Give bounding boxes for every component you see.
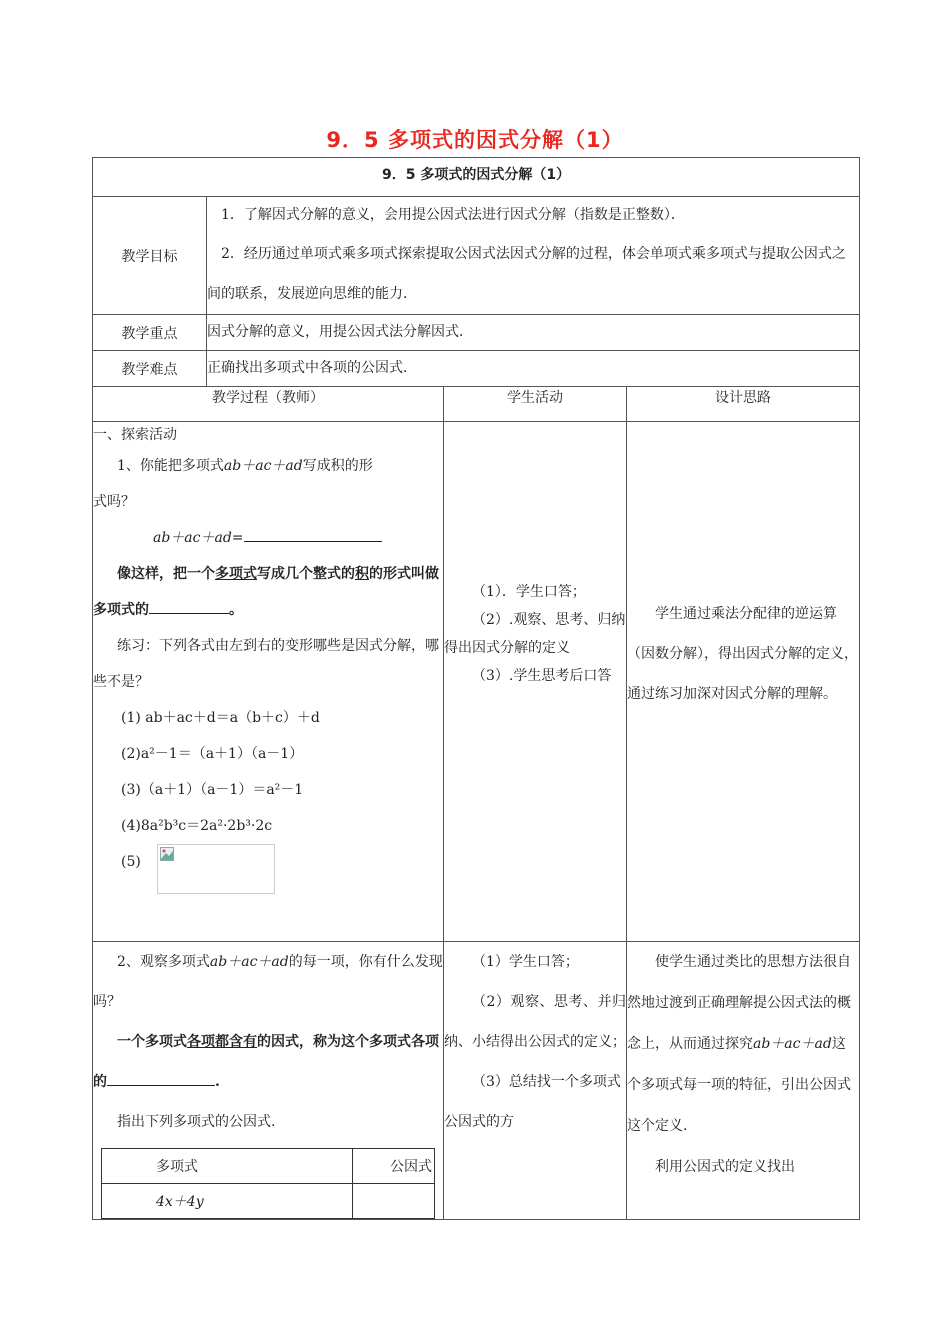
- inner-cell-common-factor[interactable]: [353, 1184, 435, 1219]
- practice-item-1: (1) ab＋ac＋d＝a（b＋c）＋d: [121, 710, 320, 726]
- inner-cell-polynomial: 4x＋4y: [102, 1184, 353, 1219]
- design-text-2-cont: 利用公因式的定义找出: [655, 1159, 795, 1175]
- question-1-cont: 式吗？: [93, 494, 135, 510]
- practice-item-2: (2)a²－1＝（a＋1）（a－1）: [121, 746, 304, 762]
- goals-content: [207, 197, 860, 315]
- column-teacher-process: 教学过程（教师）: [93, 387, 444, 422]
- table-header: 9．5 多项式的因式分解（1）: [93, 158, 860, 197]
- teacher-process-1: [93, 422, 444, 942]
- practice-item-4: (4)8a²b³c＝2a²·2b³·2c: [121, 818, 273, 834]
- student-step-2: （2）.观察、思考、归纳得出因式分解的定义: [444, 612, 626, 656]
- student-activity-1: [444, 422, 627, 942]
- column-design-idea: 设计思路: [627, 387, 860, 422]
- document-title: 9．5 多项式的因式分解（1）: [326, 128, 624, 152]
- goals-label: 教学目标: [93, 197, 207, 315]
- practice-prompt: 练习：下列各式由左到右的变形哪些是因式分解，哪些不是？: [93, 638, 439, 690]
- definition-factorization: 像这样，把一个多项式写成几个整式的积的形式叫做多项式的 。: [93, 566, 439, 618]
- student-step-2-3: （3）总结找一个多项式公因式的方: [444, 1074, 621, 1130]
- design-text-1: 学生通过乘法分配律的逆运算（因数分解），得出因式分解的定义，通过练习加深对因式分解的理解。: [627, 606, 858, 702]
- equation-blank: ab＋ac＋ad=: [93, 520, 443, 556]
- column-student-activity: 学生活动: [444, 387, 627, 422]
- practice-item-5: (5): [93, 844, 443, 894]
- student-activity-2: [444, 942, 627, 1220]
- key-point-text: 因式分解的意义，用提公因式法分解因式．: [207, 315, 860, 351]
- design-idea-2: [627, 942, 860, 1220]
- broken-image-icon: [157, 844, 275, 894]
- inner-header-common-factor: 公因式: [353, 1149, 435, 1184]
- section-heading: 一、探索活动: [93, 427, 177, 443]
- difficulty-text: 正确找出多项式中各项的公因式．: [207, 351, 860, 387]
- design-text-2: 使学生通过类比的思想方法很自然地过渡到正确理解提公因式法的概念上，从而通过探究ab＋ac＋ad这个多项式每一项的特征，引出公因式这个定义.: [627, 954, 851, 1134]
- student-step-2-1: （1）学生口答；: [472, 954, 579, 970]
- teacher-process-2: [93, 942, 444, 1220]
- question-1: 1、你能把多项式ab＋ac＋ad写成积的形: [117, 458, 373, 474]
- common-factor-table: [101, 1148, 435, 1219]
- question-2: 2、观察多项式ab＋ac＋ad的每一项，你有什么发现吗？: [93, 954, 443, 1010]
- student-step-1: （1）．学生口答；: [472, 584, 586, 600]
- key-point-label: 教学重点: [93, 315, 207, 351]
- difficulty-label: 教学难点: [93, 351, 207, 387]
- student-step-2-2: （2）观察、思考、并归纳、小结得出公因式的定义；: [444, 994, 626, 1050]
- design-idea-1: [627, 422, 860, 942]
- inner-header-polynomial: 多项式: [102, 1149, 353, 1184]
- lesson-plan-table: [92, 157, 860, 1220]
- practice-item-3: (3)（a＋1）（a－1）＝a²－1: [121, 782, 304, 798]
- definition-common-factor: 一个多项式各项都含有的因式，称为这个多项式各项的 .: [93, 1034, 439, 1090]
- common-factor-prompt: 指出下列多项式的公因式.: [117, 1114, 276, 1130]
- goal-item-1: 1．了解因式分解的意义，会用提公因式法进行因式分解（指数是正整数）．: [221, 207, 685, 223]
- student-step-3: （3）.学生思考后口答: [472, 668, 612, 684]
- goal-item-2: 2．经历通过单项式乘多项式探索提取公因式法因式分解的过程，体会单项式乘多项式与提取公因式之间的联系，发展逆向思维的能力．: [207, 246, 846, 302]
